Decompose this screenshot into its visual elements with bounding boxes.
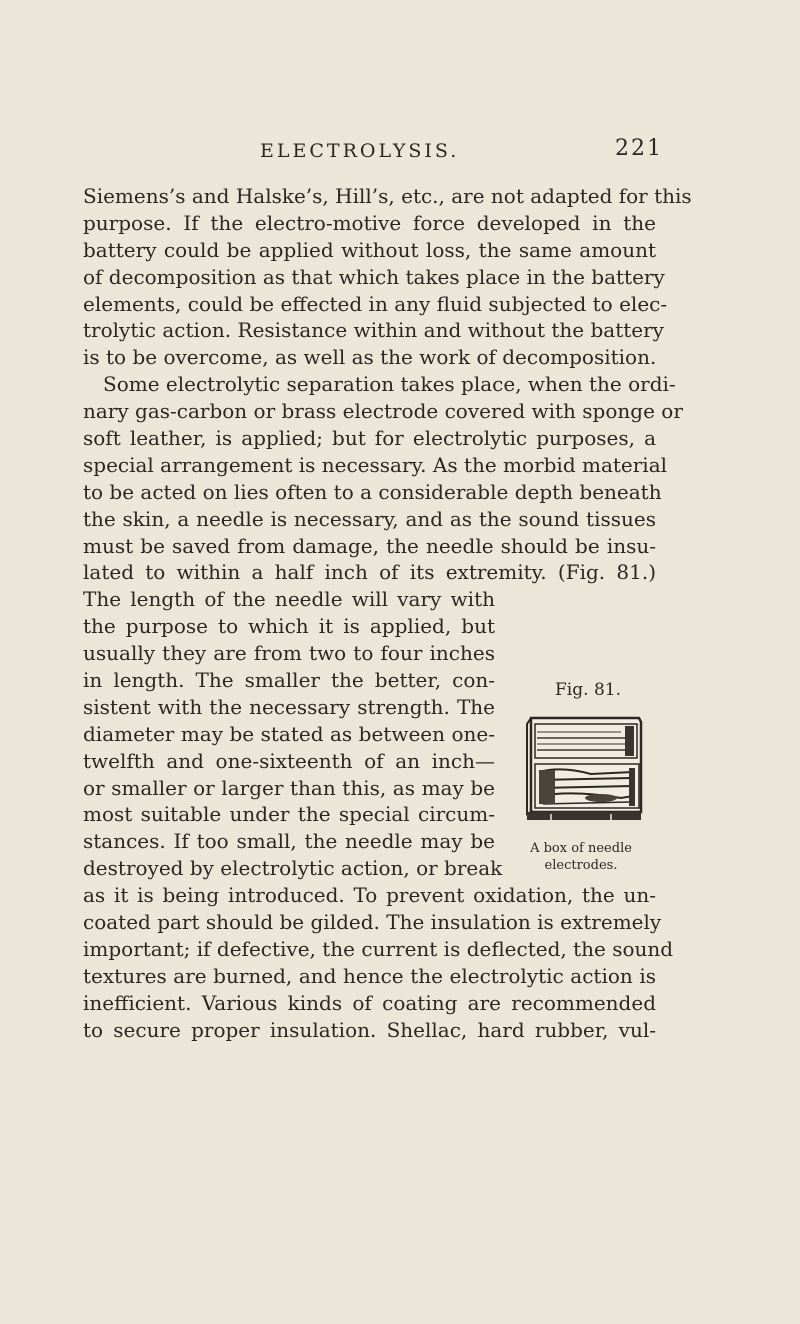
text-line: inefficient. Various kinds of coating are recommended [83,990,656,1015]
needle-electrode-box-illustration [521,714,649,824]
text-line: stances. If too small, the needle may be [83,829,495,854]
text-line: most suitable under the special circum- [83,802,495,827]
text-line: The length of the needle will vary with [83,587,495,612]
text-line: the skin, a needle is necessary, and as the sound tissues [83,506,656,531]
text-line: in length. The smaller the better, con- [83,668,495,693]
body-text [83,183,692,1044]
text-line: trolytic action. Resistance within and without the battery [83,318,664,343]
text-line: lated to within a half inch of its extremity. (Fig. 81.) [83,560,656,585]
figure-label: Fig. 81. [555,680,621,700]
text-line: important; if defective, the current is deflected, the sound [83,936,674,961]
page-number: 221 [615,136,663,161]
text-line: to be acted on lies often to a considerable depth beneath [83,479,662,504]
text-line: to secure proper insulation. Shellac, hard rubber, vul- [83,1017,656,1042]
text-line: Some electrolytic separation takes place, when the ordi- [103,372,676,397]
text-line: textures are burned, and hence the electrolytic action is [83,963,656,988]
text-line: usually they are from two to four inches [83,641,495,666]
text-line: twelfth and one-sixteenth of an inch— [83,748,495,773]
text-line: soft leather, is applied; but for electrolytic purposes, a [83,426,656,451]
figure-81 [502,680,660,874]
text-line: the purpose to which it is applied, but [83,614,495,639]
figure-caption [502,840,660,874]
text-line: special arrangement is necessary. As the morbid material [83,452,668,477]
text-line: destroyed by electrolytic action, or break [83,856,503,881]
caption-line: A box of needle [530,841,632,856]
text-line: battery could be applied without loss, the same amount [83,237,656,262]
text-line: coated part should be gilded. The insulation is extremely [83,910,662,935]
text-line: is to be overcome, as well as the work of decomposition. [83,345,657,370]
text-line: diameter may be stated as between one- [83,721,495,746]
text-line: Siemens’s and Halske’s, Hill’s, etc., are not adapted for this [83,184,692,208]
text-line: or smaller or larger than this, as may be [83,775,495,800]
text-line: nary gas-carbon or brass electrode covered with sponge or [83,399,683,424]
text-line: of decomposition as that which takes place in the battery [83,264,665,289]
caption-line: electrodes. [544,858,618,873]
text-line: elements, could be effected in any fluid subjected to elec- [83,291,668,316]
text-line: must be saved from damage, the needle should be insu- [83,533,656,558]
text-line: as it is being introduced. To prevent oxidation, the un- [83,883,656,908]
text-line: purpose. If the electro-motive force developed in the [83,210,656,235]
text-line: sistent with the necessary strength. The [83,694,495,719]
running-head: ELECTROLYSIS. [260,140,460,162]
